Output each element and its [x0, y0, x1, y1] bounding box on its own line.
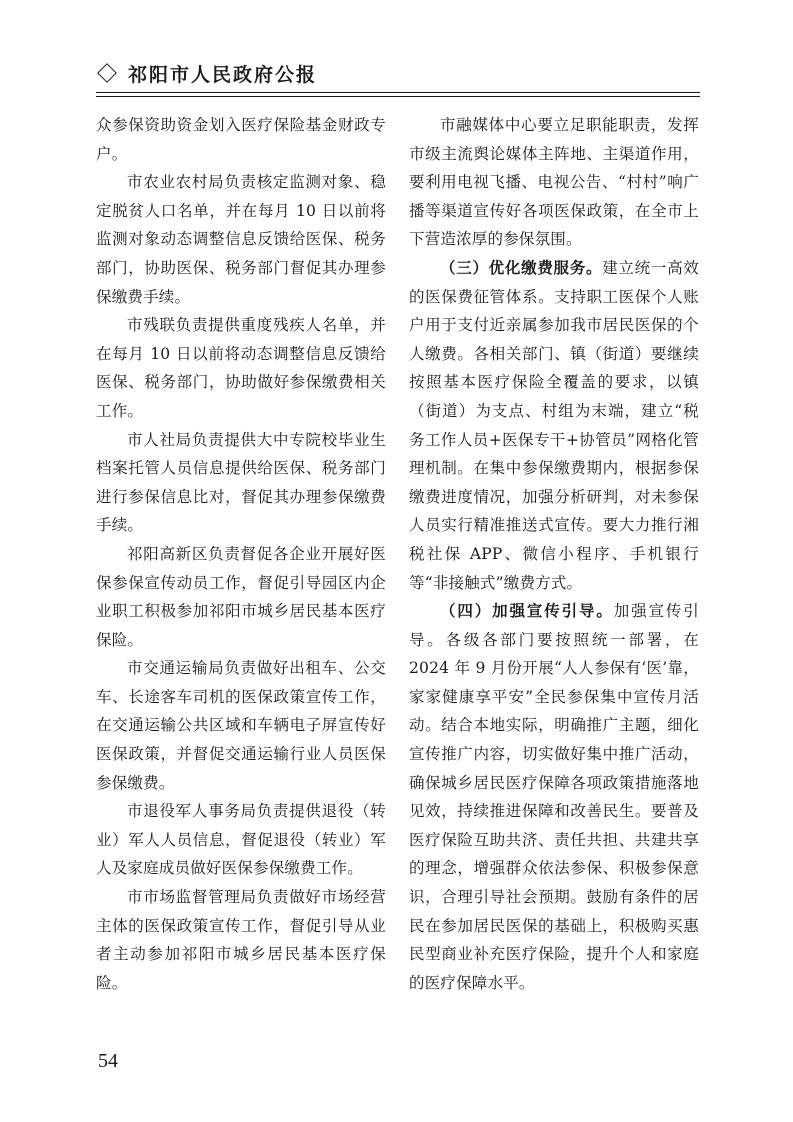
- paragraph: 市融媒体中心要立足职能职责，发挥市级主流舆论媒体主阵地、主渠道作用，要利用电视飞播、电视公告、“村村”响广播等渠道宣传好各项医保政策，在全市上下营造浓厚的参保氛围。: [409, 116, 699, 249]
- paragraph: 市残联负责提供重度残疾人名单，并在每月 10 日以前将动态调整信息反馈给医保、税务部门，协助做好参保缴费相关工作。: [96, 316, 386, 420]
- header-rule-thin: [96, 96, 700, 97]
- paragraph: 市农业农村局负责核定监测对象、稳定脱贫人口名单，并在每月 10 日以前将监测对象动态调整信息反馈给医保、税务部门，协助医保、税务部门督促其办理参保缴费手续。: [96, 173, 386, 306]
- paragraph: 市交通运输局负责做好出租车、公交车、长途客车司机的医保政策宣传工作，在交通运输公共区域和车辆电子屏宣传好医保政策，并督促交通运输行业人员医保参保缴费。: [96, 659, 386, 792]
- page-number: 54: [98, 1050, 118, 1072]
- header-rule: [96, 92, 700, 93]
- header-title: 祁阳市人民政府公报: [128, 63, 318, 86]
- section-paragraph: [409, 254, 699, 597]
- right-column: [409, 111, 699, 997]
- section-paragraph: [409, 597, 699, 997]
- section-heading: （三）优化缴费服务。: [440, 258, 603, 277]
- running-header: [96, 56, 317, 90]
- section-body: 加强宣传引导。各级各部门要按照统一部署，在 2024 年 9 月份开展“人人参保有‘医’靠，家家健康享平安”全民参保集中宣传月活动。结合本地实际，明确推广主题，细化宣传推广内容，切实做好集中推广活动，确保城乡居民医疗保障各项政策措施落地见效，持续推进保障和改善民生。要普及医疗保险互助共济、责任共担、共建共享的理念，增强群众依法参保、积极参保意识，合理引导社会预期。鼓励有条件的居民在参加居民医保的基础上，积极购买惠民型商业补充医疗保险，提升个人和家庭的医疗保障水平。: [409, 602, 699, 992]
- diamond-icon: [97, 63, 117, 83]
- paragraph: 市市场监督管理局负责做好市场经营主体的医保政策宣传工作，督促引导从业者主动参加祁阳市城乡居民基本医疗保险。: [96, 888, 386, 992]
- paragraph: 市人社局负责提供大中专院校毕业生档案托管人员信息提供给医保、税务部门进行参保信息比对，督促其办理参保缴费手续。: [96, 430, 386, 535]
- paragraph: 祁阳高新区负责督促各企业开展好医保参保宣传动员工作，督促引导园区内企业职工积极参加祁阳市城乡居民基本医疗保险。: [96, 544, 386, 649]
- paragraph: 市退役军人事务局负责提供退役（转业）军人人员信息，督促退役（转业）军人及家庭成员做好医保参保缴费工作。: [96, 802, 386, 878]
- section-body: 建立统一高效的医保费征管体系。支持职工医保个人账户用于支付近亲属参加我市居民医保的个人缴费。各相关部门、镇（街道）要继续按照基本医疗保险全覆盖的要求，以镇（街道）为支点、村组为末端，建立“税务工作人员+医保专干+协管员”网格化管理机制。在集中参保缴费期内，根据参保缴费进度情况，加强分析研判，对未参保人员实行精准推送式宣传。要大力推行湘税社保 APP、微信小程序、手机银行等“非接触式”缴费方式。: [409, 258, 699, 592]
- section-heading: （四）加强宣传引导。: [440, 602, 614, 621]
- paragraph: 众参保资助资金划入医疗保险基金财政专户。: [96, 116, 386, 163]
- left-column: [96, 111, 386, 997]
